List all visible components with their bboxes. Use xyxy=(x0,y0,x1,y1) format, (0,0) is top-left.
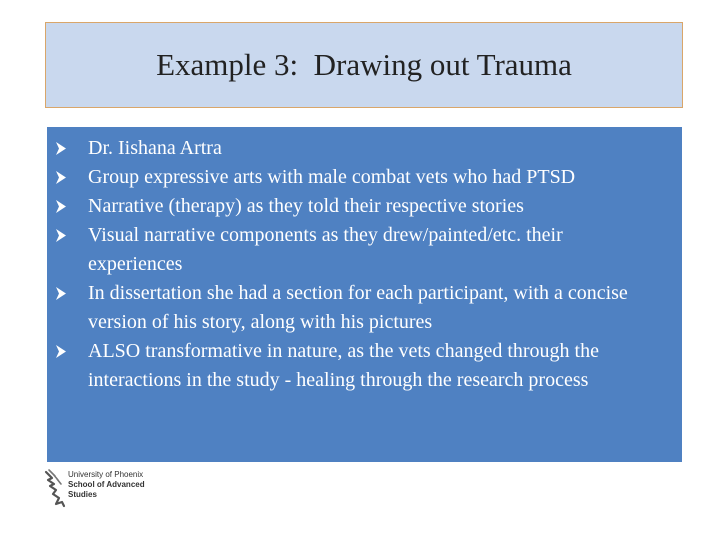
logo-line-university: University of Phoenix xyxy=(68,470,144,479)
arrowhead-bullet-icon xyxy=(54,279,68,308)
bullet-text: Dr. Iishana Artra xyxy=(88,137,222,159)
bullet-text: Visual narrative components as they drew/painted/etc. their experiences xyxy=(88,224,563,275)
logo-text xyxy=(68,470,145,500)
bullet-item xyxy=(47,192,647,221)
title-box xyxy=(45,22,683,108)
arrowhead-bullet-icon xyxy=(54,192,68,221)
bullet-item xyxy=(47,337,647,395)
bullet-text: Group expressive arts with male combat vets who had PTSD xyxy=(88,166,576,188)
bullet-item xyxy=(47,221,647,279)
bullet-item xyxy=(47,163,647,192)
arrowhead-bullet-icon xyxy=(54,163,68,192)
arrowhead-bullet-icon xyxy=(54,337,68,366)
logo-line-studies: Studies xyxy=(68,490,97,499)
slide-title: Example 3: Drawing out Trauma xyxy=(156,47,572,82)
university-logo xyxy=(44,468,174,512)
bullet-item xyxy=(47,134,647,163)
arrowhead-bullet-icon xyxy=(54,134,68,163)
bullet-item xyxy=(47,279,647,337)
bullet-list xyxy=(47,134,647,395)
arrowhead-bullet-icon xyxy=(54,221,68,250)
bullet-text: Narrative (therapy) as they told their respective stories xyxy=(88,195,524,217)
phoenix-logo-icon xyxy=(44,468,66,508)
bullet-text: ALSO transformative in nature, as the vets changed through the interactions in the study - healing through the research process xyxy=(88,340,599,391)
bullet-text: In dissertation she had a section for each participant, with a concise version of his story, along with his pictures xyxy=(88,282,628,333)
logo-line-school: School of Advanced xyxy=(68,480,145,489)
content-box xyxy=(47,127,682,462)
